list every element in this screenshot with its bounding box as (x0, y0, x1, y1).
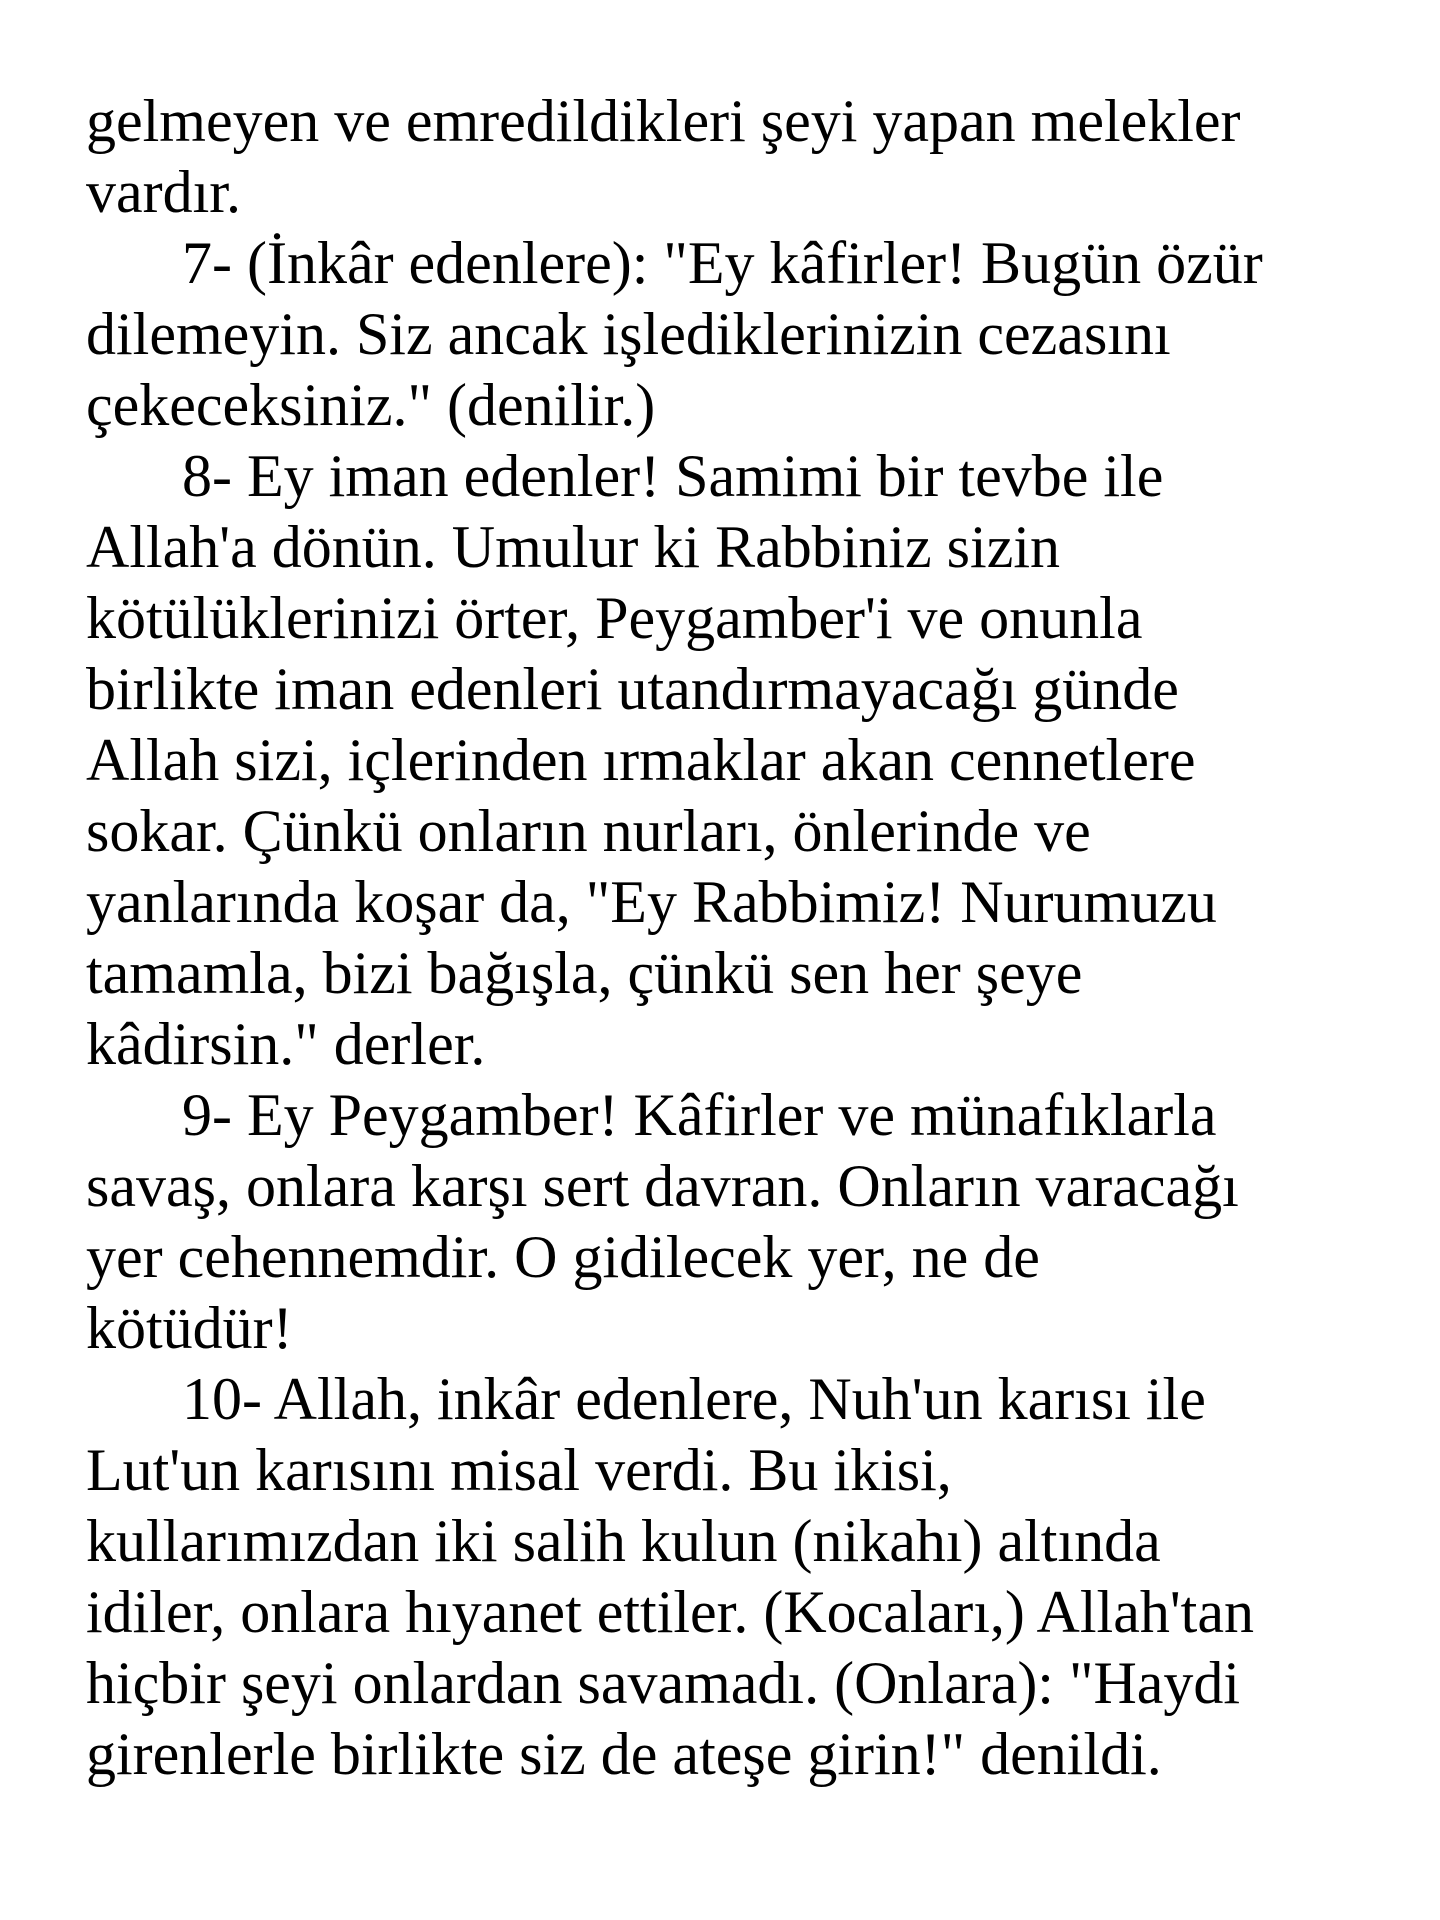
verse-10-paragraph: 10- Allah, inkâr edenlere, Nuh'un karısı ile Lut'un karısını misal verdi. Bu ikisi, kullarımızdan iki salih kulun (nikahı) altında idiler, onlara hıyanet ettiler. (Kocaları,) Allah'tan hiçbir şeyi onlardan savamadı. (Onlara): "Haydi girenlerle birlikte siz de ateşe girin!" denildi. (86, 1366, 1254, 1787)
verse-7-paragraph: 7- (İnkâr edenlere): "Ey kâfirler! Bugün özür dilemeyin. Siz ancak işlediklerinizin cezasını çekeceksiniz." (denilir.) (86, 230, 1263, 438)
verse-8-paragraph: 8- Ey iman edenler! Samimi bir tevbe ile Allah'a dönün. Umulur ki Rabbiniz sizin kötülüklerinizi örter, Peygamber'i ve onunla birlikte iman edenleri utandırmayacağı günde Allah sizi, içlerinden ırmaklar akan cennetlere sokar. Çünkü onların nurları, önlerinde ve yanlarında koşar da, "Ey Rabbimiz! Nurumuzu tamamla, bizi bağışla, çünkü sen her şeye kâdirsin." derler. (86, 443, 1217, 1077)
paragraph-continuation: gelmeyen ve emredildikleri şeyi yapan melekler vardır. (86, 88, 1241, 225)
document-page (86, 86, 1386, 1790)
verse-9-paragraph: 9- Ey Peygamber! Kâfirler ve münafıklarla savaş, onlara karşı sert davran. Onların varacağı yer cehennemdir. O gidilecek yer, ne de kötüdür! (86, 1082, 1239, 1361)
